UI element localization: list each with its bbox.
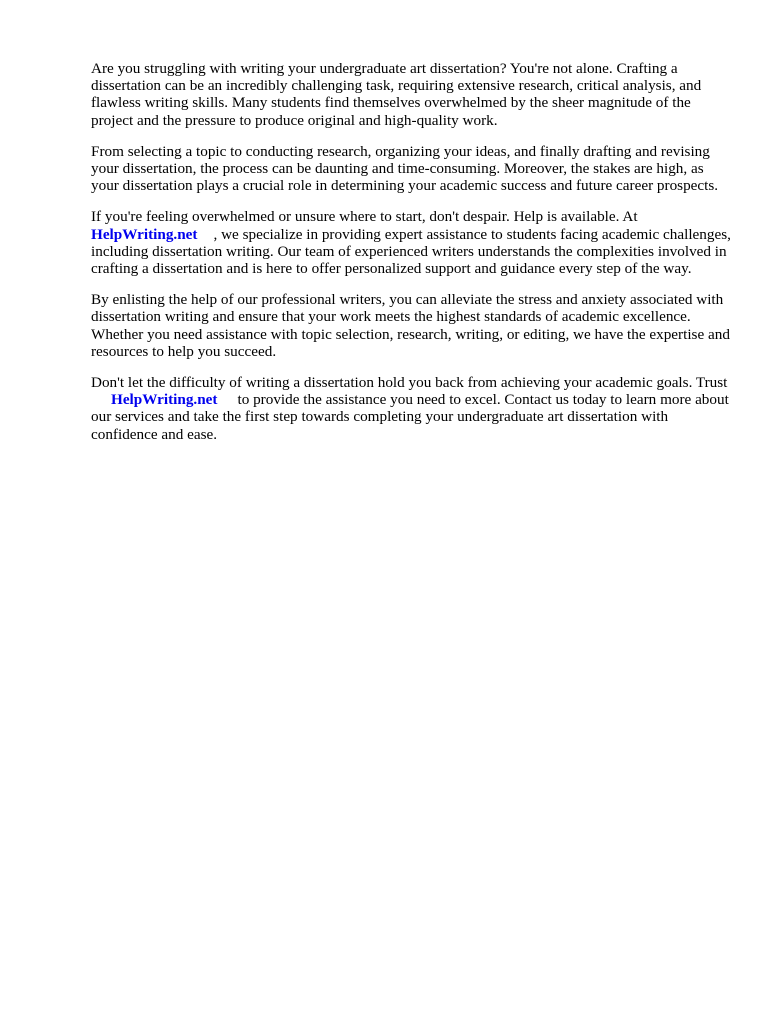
- paragraph-benefits: By enlisting the help of our professional writers, you can alleviate the stress and anxiety associated with dissertation writing and ensure that your work meets the highest standards of academic excellence. Whether you need assistance with topic selection, research, writing, or editing, we have the expertise and resources to help you succeed.: [91, 291, 730, 360]
- paragraph-intro: Are you struggling with writing your undergraduate art dissertation? You're not alone. Crafting a dissertation can be an incredibly challenging task, requiring extensive research, critical analysis, and flawless writing skills. Many students find themselves overwhelmed by the sheer magnitude of the project and the pressure to produce original and high-quality work.: [91, 60, 702, 129]
- paragraph-closing: [91, 374, 731, 443]
- document-body: [91, 60, 731, 457]
- paragraph-closing-lead: Don't let the difficulty of writing a dissertation hold you back from achieving your academic goals. Trust: [91, 374, 728, 392]
- paragraph-process: From selecting a topic to conducting research, organizing your ideas, and finally drafting and revising your dissertation, the process can be daunting and time-consuming. Moreover, the stakes are high, as your dissertation plays a crucial role in determining your academic success and future career prospects.: [91, 142, 719, 195]
- paragraph-help: [91, 208, 731, 277]
- paragraph-help-rest: , we specialize in providing expert assistance to students facing academic challenges, including dissertation writing. Our team of experienced writers understands the complexities involved in crafting a dissertation and is here to offer personalized support and guidance every step of the way.: [91, 225, 731, 278]
- helpwriting-link[interactable]: HelpWriting.net: [91, 225, 198, 243]
- paragraph-help-lead: If you're feeling overwhelmed or unsure where to start, don't despair. Help is available. At: [91, 208, 638, 226]
- helpwriting-link-closing[interactable]: HelpWriting.net: [111, 391, 218, 409]
- paragraph-closing-rest: to provide the assistance you need to excel. Contact us today to learn more about our services and take the first step towards completing your undergraduate art dissertation with confidence and ease.: [91, 391, 729, 443]
